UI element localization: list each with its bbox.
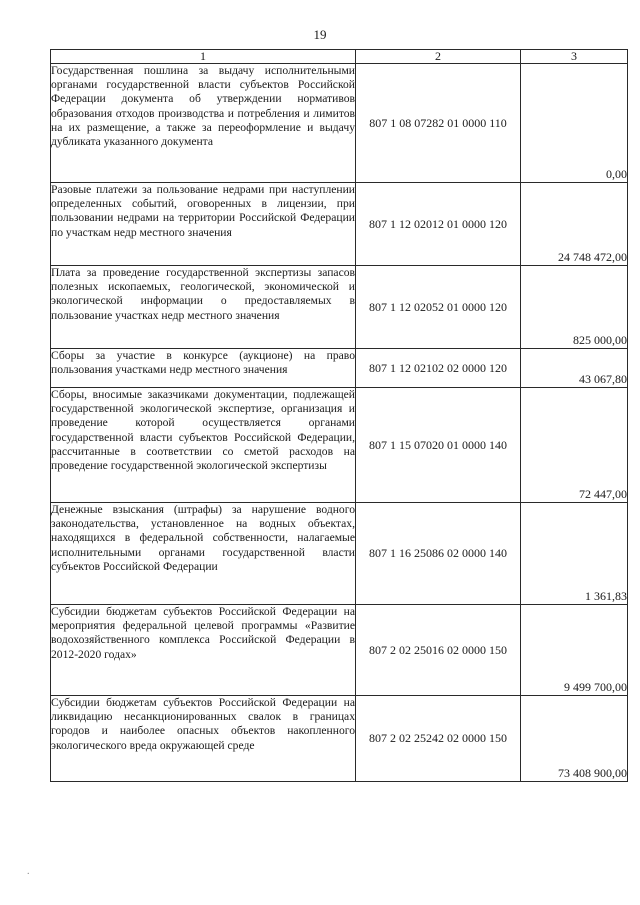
column-header-1: 1 — [51, 50, 356, 64]
revenue-code: 807 1 15 07020 01 0000 140 — [356, 388, 521, 503]
revenue-name: Субсидии бюджетам субъектов Российской Федерации на ликвидацию несанкционированных свалок в границах городов и наиболее опасных объектов накопленного экологического вреда окружающей среде — [51, 696, 356, 782]
revenue-amount: 825 000,00 — [521, 266, 628, 349]
revenue-amount: 9 499 700,00 — [521, 605, 628, 696]
revenue-code: 807 1 12 02052 01 0000 120 — [356, 266, 521, 349]
revenue-name: Разовые платежи за пользование недрами при наступлении определенных событий, оговоренных в лицензии, при пользовании недрами на территории Российской Федерации по участкам недр местного значения — [51, 183, 356, 266]
revenue-name: Плата за проведение государственной экспертизы запасов полезных ископаемых, геологической, экономической и экологической информации о предоставляемых в пользование участках недр местного значения — [51, 266, 356, 349]
table-row — [51, 266, 628, 349]
revenue-name: Денежные взыскания (штрафы) за нарушение водного законодательства, установленное на водных объектах, находящихся в федеральной собственности, налагаемые исполнительными органами государственной власти субъектов Российской Федерации — [51, 503, 356, 605]
revenue-name: Государственная пошлина за выдачу исполнительными органами государственной власти субъектов Российской Федерации документа об утверждении нормативов образования отходов производства и потребления и лимитов на их размещение, а также за переоформление и выдачу дубликата указанного документа — [51, 64, 356, 183]
table-header-row — [51, 50, 628, 64]
revenue-name: Субсидии бюджетам субъектов Российской Федерации на мероприятия федеральной целевой программы «Развитие водохозяйственного комплекса Российской Федерации в 2012-2020 годах» — [51, 605, 356, 696]
table-row — [51, 183, 628, 266]
table-row — [51, 503, 628, 605]
revenue-table — [50, 49, 628, 782]
revenue-amount: 24 748 472,00 — [521, 183, 628, 266]
revenue-amount: 43 067,80 — [521, 349, 628, 388]
column-header-2: 2 — [356, 50, 521, 64]
table-row — [51, 64, 628, 183]
page-number: 19 — [313, 27, 327, 42]
revenue-name: Сборы за участие в конкурсе (аукционе) на право пользования участками недр местного значения — [51, 349, 356, 388]
revenue-code: 807 1 16 25086 02 0000 140 — [356, 503, 521, 605]
scan-mark: . — [27, 866, 30, 877]
revenue-code: 807 1 12 02012 01 0000 120 — [356, 183, 521, 266]
revenue-amount: 0,00 — [521, 64, 628, 183]
revenue-code: 807 2 02 25242 02 0000 150 — [356, 696, 521, 782]
revenue-name: Сборы, вносимые заказчиками документации, подлежащей государственной экологической экспертизе, организация и проведение которой осуществляется органами государственной власти субъектов Российской Федерации, рассчитанные в соответствии со сметой расходов на проведение государственной экологической экспертизы — [51, 388, 356, 503]
revenue-amount: 1 361,83 — [521, 503, 628, 605]
table-row — [51, 349, 628, 388]
revenue-code: 807 2 02 25016 02 0000 150 — [356, 605, 521, 696]
revenue-amount: 72 447,00 — [521, 388, 628, 503]
revenue-code: 807 1 08 07282 01 0000 110 — [356, 64, 521, 183]
revenue-amount: 73 408 900,00 — [521, 696, 628, 782]
revenue-code: 807 1 12 02102 02 0000 120 — [356, 349, 521, 388]
column-header-3: 3 — [521, 50, 628, 64]
table-row — [51, 696, 628, 782]
table-row — [51, 605, 628, 696]
table-row — [51, 388, 628, 503]
